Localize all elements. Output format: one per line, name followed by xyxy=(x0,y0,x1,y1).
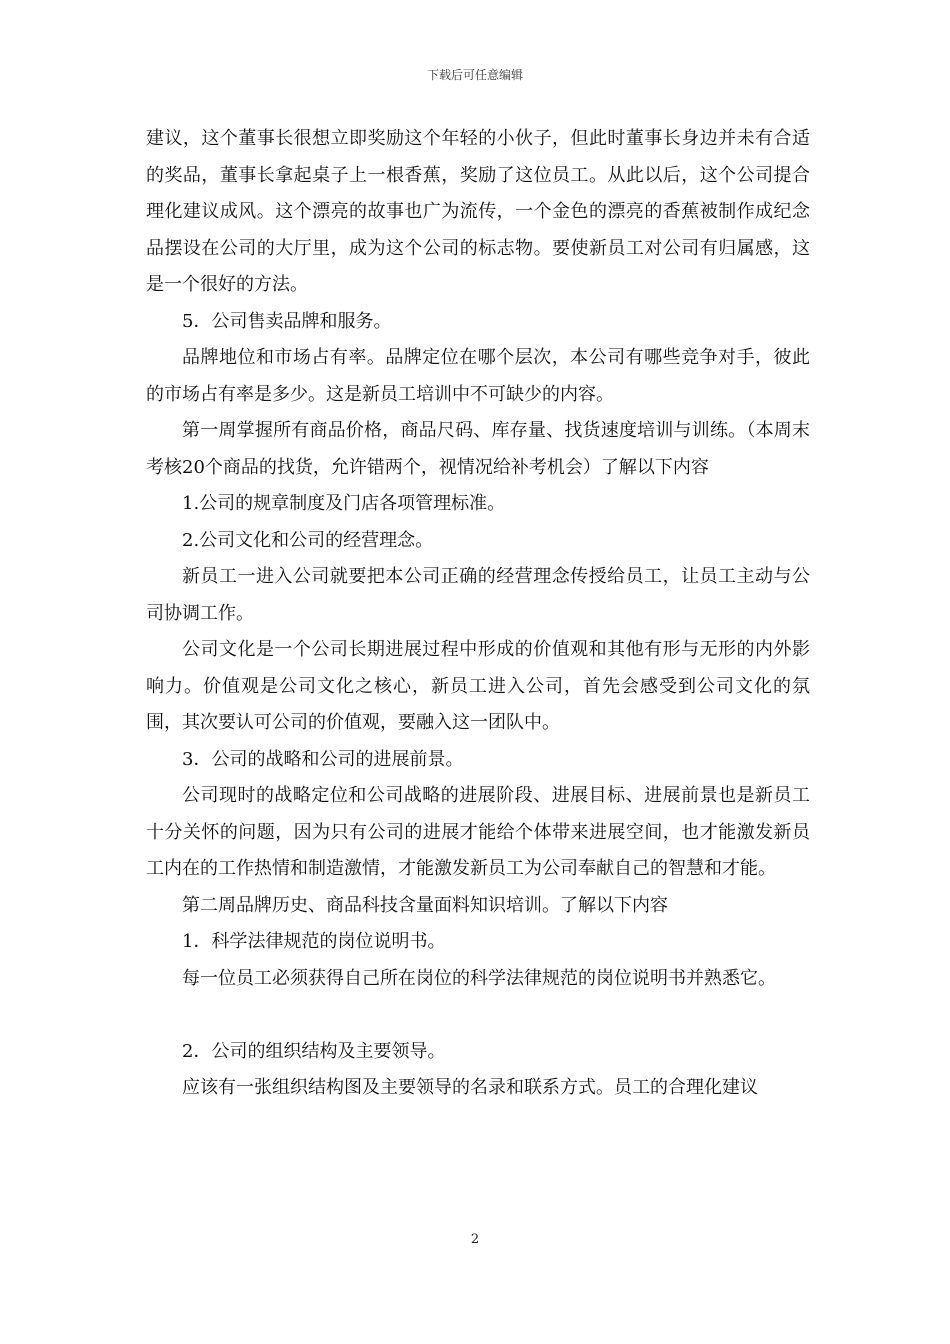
paragraph-job-description: 每一位员工必须获得自己所在岗位的科学法律规范的岗位说明书并熟悉它。 xyxy=(182,967,776,989)
blank-line xyxy=(146,997,810,1034)
heading-strategy: 3．公司的战略和公司的进展前景。 xyxy=(182,748,464,770)
page-header-note: 下载后可任意编辑 xyxy=(426,68,523,82)
heading-job-description: 1．科学法律规范的岗位说明书。 xyxy=(182,931,446,952)
paragraph-philosophy: 新员工一进入公司就要把本公司正确的经营理念传授给员工，让员工主动与公司协调工作。 xyxy=(146,566,810,624)
page-number: 2 xyxy=(470,1232,480,1247)
paragraph-banana-story: 建议，这个董事长很想立即奖励这个年轻的小伙子，但此时董事长身边并未有合适的奖品，董事长拿起桌子上一根香蕉，奖励了这位员工。从此以后，这个公司提合理化建议成风。这个漂亮的故事也广为流传，一个金色的漂亮的香蕉被制作成纪念品摆设在公司的大厅里，成为这个公司的标志物。要使新员工对公司有归属感，这是一个很好的方法。 xyxy=(146,128,810,295)
document-body xyxy=(146,121,810,1107)
paragraph-company-culture: 公司文化是一个公司长期进展过程中形成的价值观和其他有形与无形的内外影响力。价值观是公司文化之核心，新员工进入公司，首先会感受到公司文化的氛围，其次要认可公司的价值观，要融入这一团队中。 xyxy=(146,639,810,733)
paragraph-brand-position: 品牌地位和市场占有率。品牌定位在哪个层次，本公司有哪些竞争对手，彼此的市场占有率是多少。这是新员工培训中不可缺少的内容。 xyxy=(146,347,810,405)
paragraph-strategy: 公司现时的战略定位和公司战略的进展阶段、进展目标、进展前景也是新员工十分关怀的问题，因为只有公司的进展才能给个体带来进展空间，也才能激发新员工内在的工作热情和制造激情，才能激发新员工为公司奉献自己的智慧和才能。 xyxy=(146,785,810,879)
list-item-rules: 1.公司的规章制度及门店各项管理标准。 xyxy=(182,493,506,514)
paragraph-org-chart: 应该有一张组织结构图及主要领导的名录和联系方式。员工的合理化建议 xyxy=(182,1077,758,1098)
list-item-culture: 2.公司文化和公司的经营理念。 xyxy=(182,529,434,551)
heading-brand-service: 5．公司售卖品牌和服务。 xyxy=(182,310,392,332)
heading-org-structure: 2．公司的组织结构及主要领导。 xyxy=(182,1040,446,1062)
paragraph-week-two: 第二周品牌历史、商品科技含量面料知识培训。了解以下内容 xyxy=(182,894,668,916)
paragraph-week-one: 第一周掌握所有商品价格，商品尺码、库存量、找货速度培训与训练。（本周末考核20个商品的找货，允许错两个，视情况给补考机会）了解以下内容 xyxy=(146,420,810,478)
